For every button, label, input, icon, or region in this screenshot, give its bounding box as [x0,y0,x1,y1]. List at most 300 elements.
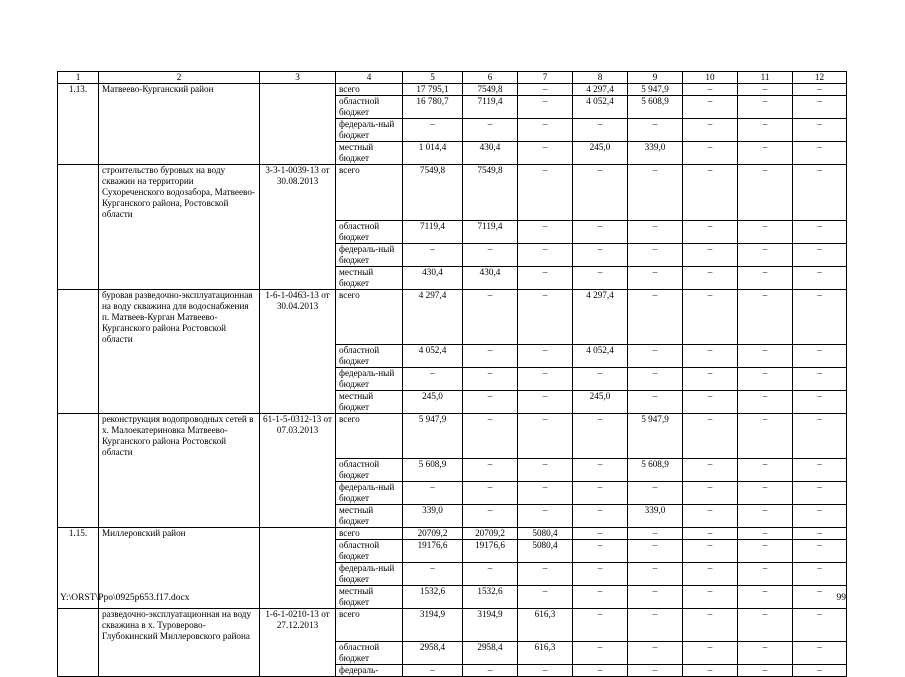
document-code-cell [260,642,336,665]
amount-cell: – [683,608,738,642]
document-code-cell [260,220,336,243]
amount-cell: – [403,368,463,391]
column-header: 9 [628,72,683,84]
amount-cell: 430,4 [403,266,463,289]
amount-cell: – [463,414,518,459]
table-row [58,481,847,504]
amount-cell: – [738,119,793,142]
amount-cell: – [628,289,683,345]
amount-cell: – [793,84,847,96]
amount-cell: – [628,665,683,677]
item-name-cell [99,220,260,243]
amount-cell: 5080,4 [518,527,573,539]
document-code-cell: 3-3-1-0039-13 от 30.08.2013 [260,165,336,221]
amount-cell: – [793,96,847,119]
amount-cell: – [738,165,793,221]
funding-type-cell: областной бюджет [336,458,403,481]
document-code-cell [260,504,336,527]
funding-type-cell: областной бюджет [336,96,403,119]
item-number-cell [58,266,99,289]
amount-cell: – [683,642,738,665]
item-number-cell: 1.15. [58,527,99,539]
item-name-cell: строительство буровых на воду скважин на территории Сухореченского водозабора, Матвеево-Курганского района, Ростовской области [99,165,260,221]
document-code-cell [260,391,336,414]
amount-cell: – [683,142,738,165]
item-number-cell [58,481,99,504]
document-code-cell [260,368,336,391]
item-name-cell: реконструкция водопроводных сетей в х. Малоекатериновка Матвеево-Курганского района Ростовской области [99,414,260,459]
amount-cell: – [793,266,847,289]
amount-cell: – [628,368,683,391]
funding-type-cell: федераль- [336,665,403,677]
item-number-cell [58,220,99,243]
amount-cell: 1 014,4 [403,142,463,165]
amount-cell: – [738,289,793,345]
funding-type-cell: всего [336,608,403,642]
amount-cell: – [628,266,683,289]
document-code-cell [260,527,336,539]
amount-cell: – [573,642,628,665]
funding-type-cell: областной бюджет [336,220,403,243]
amount-cell: 616,3 [518,608,573,642]
header-row [58,72,847,84]
amount-cell: – [573,527,628,539]
amount-cell: 5080,4 [518,539,573,562]
column-header: 7 [518,72,573,84]
amount-cell: – [793,368,847,391]
column-header: 6 [463,72,518,84]
amount-cell: – [738,562,793,585]
item-number-cell [58,504,99,527]
amount-cell: 7549,8 [463,165,518,221]
amount-cell: 7119,4 [463,220,518,243]
amount-cell: – [628,527,683,539]
amount-cell: – [518,368,573,391]
amount-cell: – [738,481,793,504]
document-code-cell [260,481,336,504]
amount-cell: – [518,243,573,266]
amount-cell: – [463,391,518,414]
amount-cell: – [683,119,738,142]
amount-cell: – [683,585,738,608]
column-header: 8 [573,72,628,84]
amount-cell: 20709,2 [403,527,463,539]
amount-cell: – [573,585,628,608]
amount-cell: 2958,4 [463,642,518,665]
table-row [58,165,847,221]
column-header: 11 [738,72,793,84]
funding-type-cell: местный бюджет [336,391,403,414]
amount-cell: 5 608,9 [628,458,683,481]
amount-cell: – [793,458,847,481]
funding-type-cell: местный бюджет [336,142,403,165]
amount-cell: – [738,84,793,96]
amount-cell: – [628,481,683,504]
funding-type-cell: областной бюджет [336,642,403,665]
amount-cell: – [518,84,573,96]
amount-cell: – [518,142,573,165]
amount-cell: 4 052,4 [403,345,463,368]
document-code-cell [260,585,336,608]
amount-cell: – [683,289,738,345]
funding-type-cell: федераль-ный бюджет [336,119,403,142]
amount-cell: – [573,266,628,289]
amount-cell: – [463,504,518,527]
amount-cell: – [738,391,793,414]
amount-cell: – [738,665,793,677]
funding-type-cell: областной бюджет [336,345,403,368]
amount-cell: – [573,608,628,642]
table-row [58,220,847,243]
amount-cell: – [518,391,573,414]
item-name-cell: Миллеровский район [99,527,260,539]
item-number-cell [58,243,99,266]
amount-cell: – [518,504,573,527]
table-row [58,345,847,368]
amount-cell: 245,0 [403,391,463,414]
item-number-cell [58,414,99,459]
item-name-cell [99,504,260,527]
amount-cell: – [573,220,628,243]
amount-cell: 3194,9 [463,608,518,642]
amount-cell: – [573,368,628,391]
amount-cell: – [628,539,683,562]
amount-cell: – [628,119,683,142]
amount-cell: 19176,6 [463,539,518,562]
item-number-cell [58,391,99,414]
amount-cell: 5 608,9 [628,96,683,119]
amount-cell: 1532,6 [403,585,463,608]
amount-cell: – [573,539,628,562]
item-name-cell [99,119,260,142]
amount-cell: – [793,539,847,562]
column-header: 3 [260,72,336,84]
amount-cell: – [403,119,463,142]
table-row [58,608,847,642]
amount-cell: 339,0 [628,504,683,527]
amount-cell: – [628,585,683,608]
amount-cell: – [463,665,518,677]
table-row [58,458,847,481]
document-code-cell [260,345,336,368]
item-number-cell [58,142,99,165]
amount-cell: – [793,562,847,585]
amount-cell: – [518,220,573,243]
funding-type-cell: федераль-ный бюджет [336,368,403,391]
amount-cell: – [683,458,738,481]
amount-cell: 245,0 [573,391,628,414]
amount-cell: – [738,585,793,608]
item-name-cell [99,481,260,504]
amount-cell: – [518,414,573,459]
table-row [58,243,847,266]
funding-type-cell: всего [336,414,403,459]
amount-cell: 4 297,4 [403,289,463,345]
table-row [58,84,847,96]
amount-cell: – [793,289,847,345]
amount-cell: – [463,481,518,504]
amount-cell: – [683,165,738,221]
amount-cell: – [573,665,628,677]
amount-cell: 4 297,4 [573,289,628,345]
funding-type-cell: федераль-ный бюджет [336,562,403,585]
table-row [58,266,847,289]
amount-cell: 5 947,9 [628,414,683,459]
amount-cell: – [628,562,683,585]
amount-cell: – [738,458,793,481]
document-code-cell: 1-6-1-0210-13 от 27.12.2013 [260,608,336,642]
amount-cell: – [403,481,463,504]
amount-cell: – [738,243,793,266]
amount-cell: 5 947,9 [403,414,463,459]
amount-cell: – [683,527,738,539]
amount-cell: 616,3 [518,642,573,665]
amount-cell: 5 947,9 [628,84,683,96]
amount-cell: – [573,504,628,527]
document-code-cell: 1-6-1-0463-13 от 30.04.2013 [260,289,336,345]
amount-cell: – [573,458,628,481]
document-code-cell [260,84,336,96]
document-code-cell: 61-1-5-0312-13 от 07.03.2013 [260,414,336,459]
funding-type-cell: всего [336,84,403,96]
amount-cell: – [793,642,847,665]
document-code-cell [260,266,336,289]
table-row [58,527,847,539]
item-name-cell [99,345,260,368]
table-row [58,96,847,119]
column-header: 10 [683,72,738,84]
column-header: 2 [99,72,260,84]
amount-cell: 4 052,4 [573,345,628,368]
table-row [58,142,847,165]
amount-cell: – [518,289,573,345]
funding-type-cell: федераль-ный бюджет [336,243,403,266]
item-name-cell [99,458,260,481]
amount-cell: – [403,243,463,266]
item-number-cell [58,562,99,585]
amount-cell: – [628,642,683,665]
amount-cell: – [518,96,573,119]
item-name-cell [99,142,260,165]
table-row [58,289,847,345]
funding-type-cell: местный бюджет [336,504,403,527]
amount-cell: – [463,345,518,368]
amount-cell: – [463,562,518,585]
column-header: 1 [58,72,99,84]
amount-cell: – [793,391,847,414]
footer-page-number: 99 [836,593,846,603]
amount-cell: – [738,368,793,391]
amount-cell: – [793,414,847,459]
item-name-cell: разведочно-эксплуатационная на воду скважина в х. Туроверово-Глубокинский Миллеровского района [99,608,260,642]
amount-cell: 5 608,9 [403,458,463,481]
amount-cell: – [738,96,793,119]
amount-cell: – [738,527,793,539]
amount-cell: – [738,608,793,642]
amount-cell: – [463,119,518,142]
amount-cell: – [628,345,683,368]
amount-cell: – [683,84,738,96]
budget-table [57,71,847,677]
amount-cell: – [463,368,518,391]
amount-cell: – [738,539,793,562]
amount-cell: 7119,4 [403,220,463,243]
amount-cell: – [683,220,738,243]
amount-cell: – [683,391,738,414]
item-number-cell [58,458,99,481]
item-number-cell [58,119,99,142]
item-number-cell [58,368,99,391]
table-row [58,391,847,414]
amount-cell: – [518,665,573,677]
amount-cell: – [793,527,847,539]
item-number-cell [58,289,99,345]
funding-type-cell: местный бюджет [336,266,403,289]
funding-type-cell: федераль-ный бюджет [336,481,403,504]
table-row [58,642,847,665]
funding-type-cell: всего [336,527,403,539]
item-name-cell [99,391,260,414]
document-code-cell [260,243,336,266]
amount-cell: 7549,8 [403,165,463,221]
amount-cell: – [573,414,628,459]
amount-cell: 430,4 [463,266,518,289]
amount-cell: – [793,165,847,221]
footer-file-path: Y:\ORST\Ppo\0925p653.f17.docx [60,593,190,603]
amount-cell: – [793,504,847,527]
amount-cell: – [793,585,847,608]
amount-cell: 16 780,7 [403,96,463,119]
amount-cell: – [683,96,738,119]
amount-cell: – [628,243,683,266]
document-code-cell [260,119,336,142]
amount-cell: 7119,4 [463,96,518,119]
amount-cell: – [738,504,793,527]
item-number-cell [58,608,99,642]
document-code-cell [260,665,336,677]
amount-cell: – [683,266,738,289]
amount-cell: – [518,266,573,289]
table-row [58,665,847,677]
amount-cell: – [793,220,847,243]
amount-cell: – [403,562,463,585]
item-name-cell: Матвеево-Курганский район [99,84,260,96]
amount-cell: – [738,220,793,243]
item-number-cell [58,165,99,221]
amount-cell: – [738,414,793,459]
amount-cell: – [463,289,518,345]
amount-cell: 19176,6 [403,539,463,562]
item-number-cell [58,665,99,677]
amount-cell: 1532,6 [463,585,518,608]
item-number-cell [58,345,99,368]
amount-cell: – [628,391,683,414]
amount-cell: – [683,345,738,368]
table-row [58,539,847,562]
amount-cell: – [793,481,847,504]
amount-cell: 339,0 [628,142,683,165]
document-code-cell [260,539,336,562]
amount-cell: 2958,4 [403,642,463,665]
item-name-cell [99,266,260,289]
document-code-cell [260,458,336,481]
item-name-cell [99,368,260,391]
amount-cell: – [793,665,847,677]
amount-cell: – [793,345,847,368]
amount-cell: – [738,642,793,665]
item-number-cell [58,539,99,562]
funding-type-cell: всего [336,289,403,345]
amount-cell: – [628,165,683,221]
amount-cell: – [683,243,738,266]
funding-type-cell: всего [336,165,403,221]
amount-cell: – [518,345,573,368]
column-header: 4 [336,72,403,84]
item-name-cell [99,665,260,677]
amount-cell: – [793,608,847,642]
funding-type-cell: областной бюджет [336,539,403,562]
amount-cell: – [683,368,738,391]
item-name-cell: буровая разведочно-эксплуатационная на воду скважина для водоснабжения п. Матвеев-Курган Матвеево-Курганского района Ростовской области [99,289,260,345]
item-name-cell [99,539,260,562]
item-number-cell: 1.13. [58,84,99,96]
amount-cell: – [518,562,573,585]
document-code-cell [260,96,336,119]
amount-cell: – [518,165,573,221]
amount-cell: 245,0 [573,142,628,165]
column-header: 12 [793,72,847,84]
amount-cell: 430,4 [463,142,518,165]
amount-cell: – [628,608,683,642]
item-number-cell [58,96,99,119]
amount-cell: – [738,142,793,165]
amount-cell: – [573,243,628,266]
amount-cell: 3194,9 [403,608,463,642]
amount-cell: 4 297,4 [573,84,628,96]
funding-type-cell: местный бюджет [336,585,403,608]
amount-cell: – [573,481,628,504]
amount-cell: – [573,119,628,142]
amount-cell: – [738,345,793,368]
amount-cell: – [518,458,573,481]
document-code-cell [260,562,336,585]
amount-cell: 7549,8 [463,84,518,96]
amount-cell: – [518,119,573,142]
document-code-cell [260,142,336,165]
amount-cell: 339,0 [403,504,463,527]
amount-cell: – [518,585,573,608]
amount-cell: – [628,220,683,243]
table-row [58,504,847,527]
column-header: 5 [403,72,463,84]
amount-cell: – [738,266,793,289]
amount-cell: – [683,414,738,459]
amount-cell: – [793,243,847,266]
table-row [58,562,847,585]
amount-cell: – [683,481,738,504]
amount-cell: 4 052,4 [573,96,628,119]
item-name-cell [99,562,260,585]
table-row [58,368,847,391]
amount-cell: – [683,504,738,527]
amount-cell: – [463,458,518,481]
amount-cell: – [683,665,738,677]
amount-cell: – [793,119,847,142]
amount-cell: 17 795,1 [403,84,463,96]
item-name-cell [99,642,260,665]
amount-cell: – [403,665,463,677]
table-row [58,119,847,142]
